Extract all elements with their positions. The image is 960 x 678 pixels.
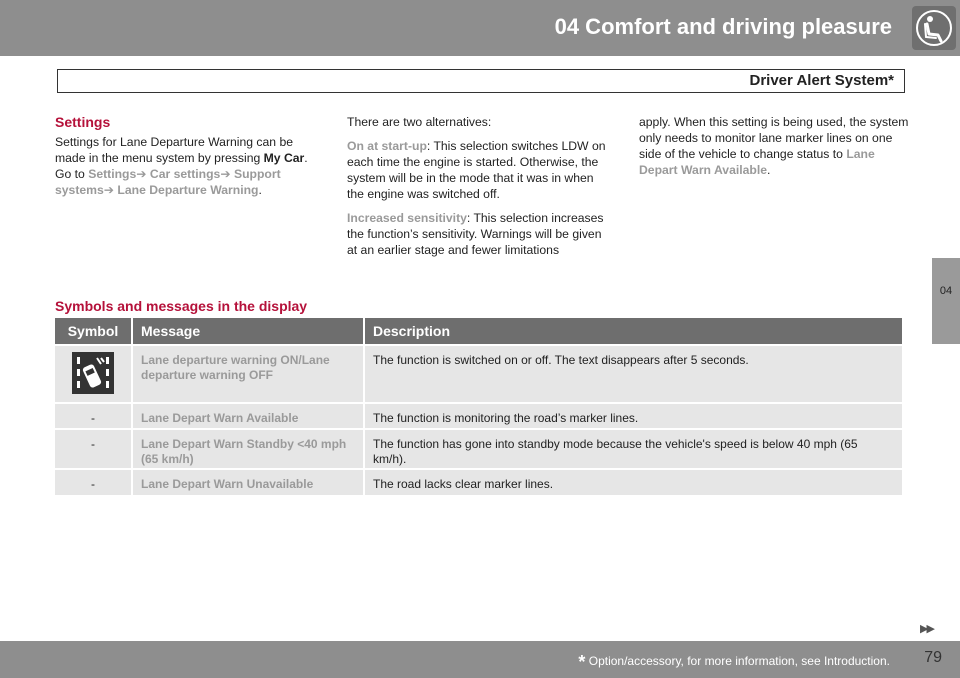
my-car-button-label: My Car [263, 151, 305, 165]
option-text: : This selection increases the function’s sensitivity. Warnings will be given at an earlier stage and fewer limitations [347, 211, 604, 257]
column-header-message: Message [132, 318, 364, 345]
table-row [55, 429, 903, 469]
table-row [55, 469, 903, 495]
description-cell: The road lacks clear marker lines. [364, 469, 903, 495]
continuation-paragraph [639, 114, 909, 178]
option-text: : This selection switches LDW on each time the engine is started. Otherwise, the system will be in the mode that it was in when the engine was switched off. [347, 139, 606, 201]
section-title: Driver Alert System* [749, 72, 894, 89]
table-row [55, 403, 903, 429]
page-footer [0, 641, 960, 678]
message-text: Lane Depart Warn Standby <40 mph (65 km/h) [141, 437, 347, 466]
option-increased-sensitivity [347, 210, 612, 258]
footnote [578, 652, 890, 673]
continuation-column [639, 114, 909, 186]
alternatives-column [347, 114, 612, 266]
message-text: Lane Depart Warn Unavailable [141, 477, 314, 491]
message-cell [132, 429, 364, 469]
symbol-cell: - [55, 429, 132, 469]
option-label: On at start-up [347, 139, 427, 153]
chapter-side-tab [932, 258, 960, 344]
column-header-description: Description [364, 318, 903, 345]
status-label: Lane Depart Warn Available [639, 147, 875, 177]
settings-paragraph [55, 134, 320, 198]
asterisk: * [578, 652, 586, 672]
message-cell [132, 345, 364, 403]
menu-support-systems: Support systems [55, 167, 281, 197]
footnote-text: Option/accessory, for more information, see Introduction. [585, 654, 890, 668]
settings-heading: Settings [55, 114, 111, 130]
arrow-right-icon: ➔ [136, 167, 147, 181]
alternatives-intro: There are two alternatives: [347, 115, 492, 129]
chapter-tab-label: 04 [939, 285, 953, 297]
continuation-text: apply. When this setting is being used, the system only needs to monitor lane marker lines on one side of the vehicle to change status to [639, 115, 909, 161]
messages-table [55, 318, 904, 495]
table-header-row [55, 318, 903, 345]
message-cell [132, 469, 364, 495]
lane-departure-icon [68, 350, 118, 396]
page-header [0, 0, 960, 56]
message-cell [132, 403, 364, 429]
table-title: Symbols and messages in the display [55, 298, 308, 314]
period: . [258, 183, 262, 197]
menu-lane-departure-warning: Lane Departure Warning [117, 183, 259, 197]
description-cell: The function has gone into standby mode because the vehicle's speed is below 40 mph (65 km/h). [364, 429, 903, 469]
description-cell: The function is monitoring the road’s marker lines. [364, 403, 903, 429]
message-text: Lane Depart Warn Available [141, 411, 299, 425]
settings-text: Settings for Lane Departure Warning can be made in the menu system by pressing [55, 135, 294, 165]
symbol-cell: - [55, 469, 132, 495]
symbol-cell: - [55, 403, 132, 429]
column-header-symbol: Symbol [55, 318, 132, 345]
section-title-box [57, 69, 905, 93]
menu-car-settings: Car settings [149, 167, 221, 181]
arrow-right-icon: ➔ [103, 183, 115, 197]
go-to-text: . Go to [55, 151, 308, 181]
symbol-cell [55, 345, 132, 403]
settings-column [55, 114, 320, 206]
menu-settings: Settings [88, 167, 137, 181]
chapter-title: 04 Comfort and driving pleasure [554, 14, 892, 39]
period: . [767, 163, 771, 177]
option-on-start-up [347, 138, 612, 202]
description-cell: The function is switched on or off. The text disappears after 5 seconds. [364, 345, 903, 403]
message-text: Lane departure warning ON/Lane departure warning OFF [141, 353, 330, 382]
double-chevron-right-icon: ▶▶ [920, 623, 933, 635]
page-number: 79 [924, 649, 942, 666]
table-row [55, 345, 903, 403]
seat-person-icon [912, 6, 956, 50]
option-label: Increased sensitivity [347, 211, 467, 225]
arrow-right-icon: ➔ [220, 167, 231, 181]
